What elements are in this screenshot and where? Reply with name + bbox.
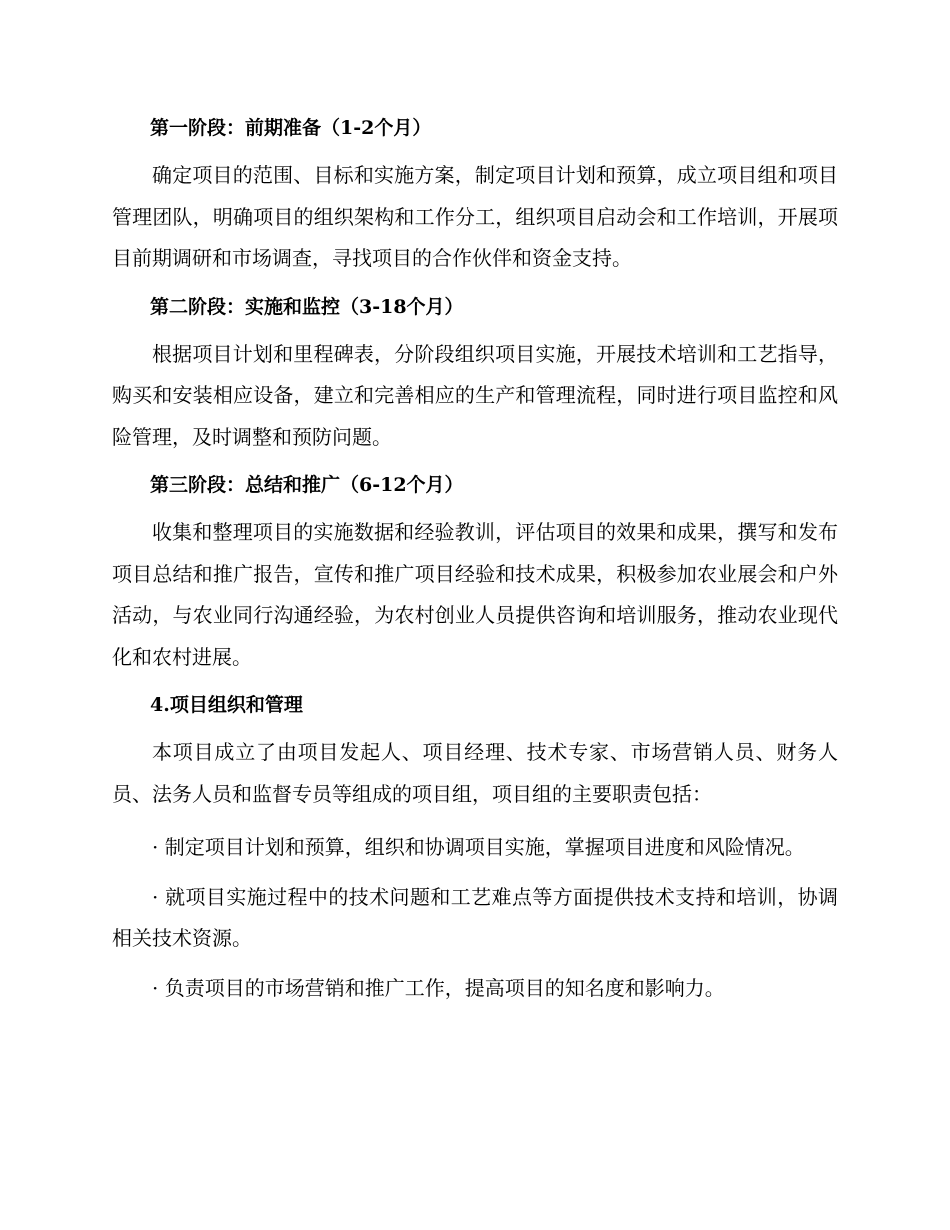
section-4-paragraph: 本项目成立了由项目发起人、项目经理、技术专家、市场营销人员、财务人员、法务人员和监督专员等组成的项目组，项目组的主要职责包括： [112, 740, 838, 806]
phase-3-heading: 第三阶段：总结和推广（6-12个月） [150, 474, 464, 496]
phase-3-paragraph: 收集和整理项目的实施数据和经验教训，评估项目的效果和成果，撰写和发布项目总结和推广报告，宣传和推广项目经验和技术成果，积极参加农业展会和户外活动，与农业同行沟通经验，为农村创业人员提供咨询和培训服务，推动农业现代化和农村进展。 [112, 520, 838, 669]
phase-1-paragraph: 确定项目的范围、目标和实施方案，制定项目计划和预算，成立项目组和项目管理团队，明确项目的组织架构和工作分工，组织项目启动会和工作培训，开展项目前期调研和市场调查，寻找项目的合作伙伴和资金支持。 [112, 163, 838, 270]
duty-item-2: · 就项目实施过程中的技术问题和工艺难点等方面提供技术支持和培训，协调相关技术资源。 [112, 884, 838, 950]
duty-item-1: · 制定项目计划和预算，组织和协调项目实施，掌握项目进度和风险情况。 [152, 835, 805, 859]
phase-2-paragraph: 根据项目计划和里程碑表，分阶段组织项目实施，开展技术培训和工艺指导，购买和安装相应设备，建立和完善相应的生产和管理流程，同时进行项目监控和风险管理，及时调整和预防问题。 [112, 341, 838, 449]
phase-1-heading: 第一阶段：前期准备（1-2个月） [150, 117, 432, 139]
section-4-heading: 4.项目组织和管理 [150, 694, 303, 716]
phase-2-heading: 第二阶段：实施和监控（3-18个月） [150, 295, 464, 318]
duty-item-3: · 负责项目的市场营销和推广工作，提高项目的知名度和影响力。 [152, 975, 725, 1000]
